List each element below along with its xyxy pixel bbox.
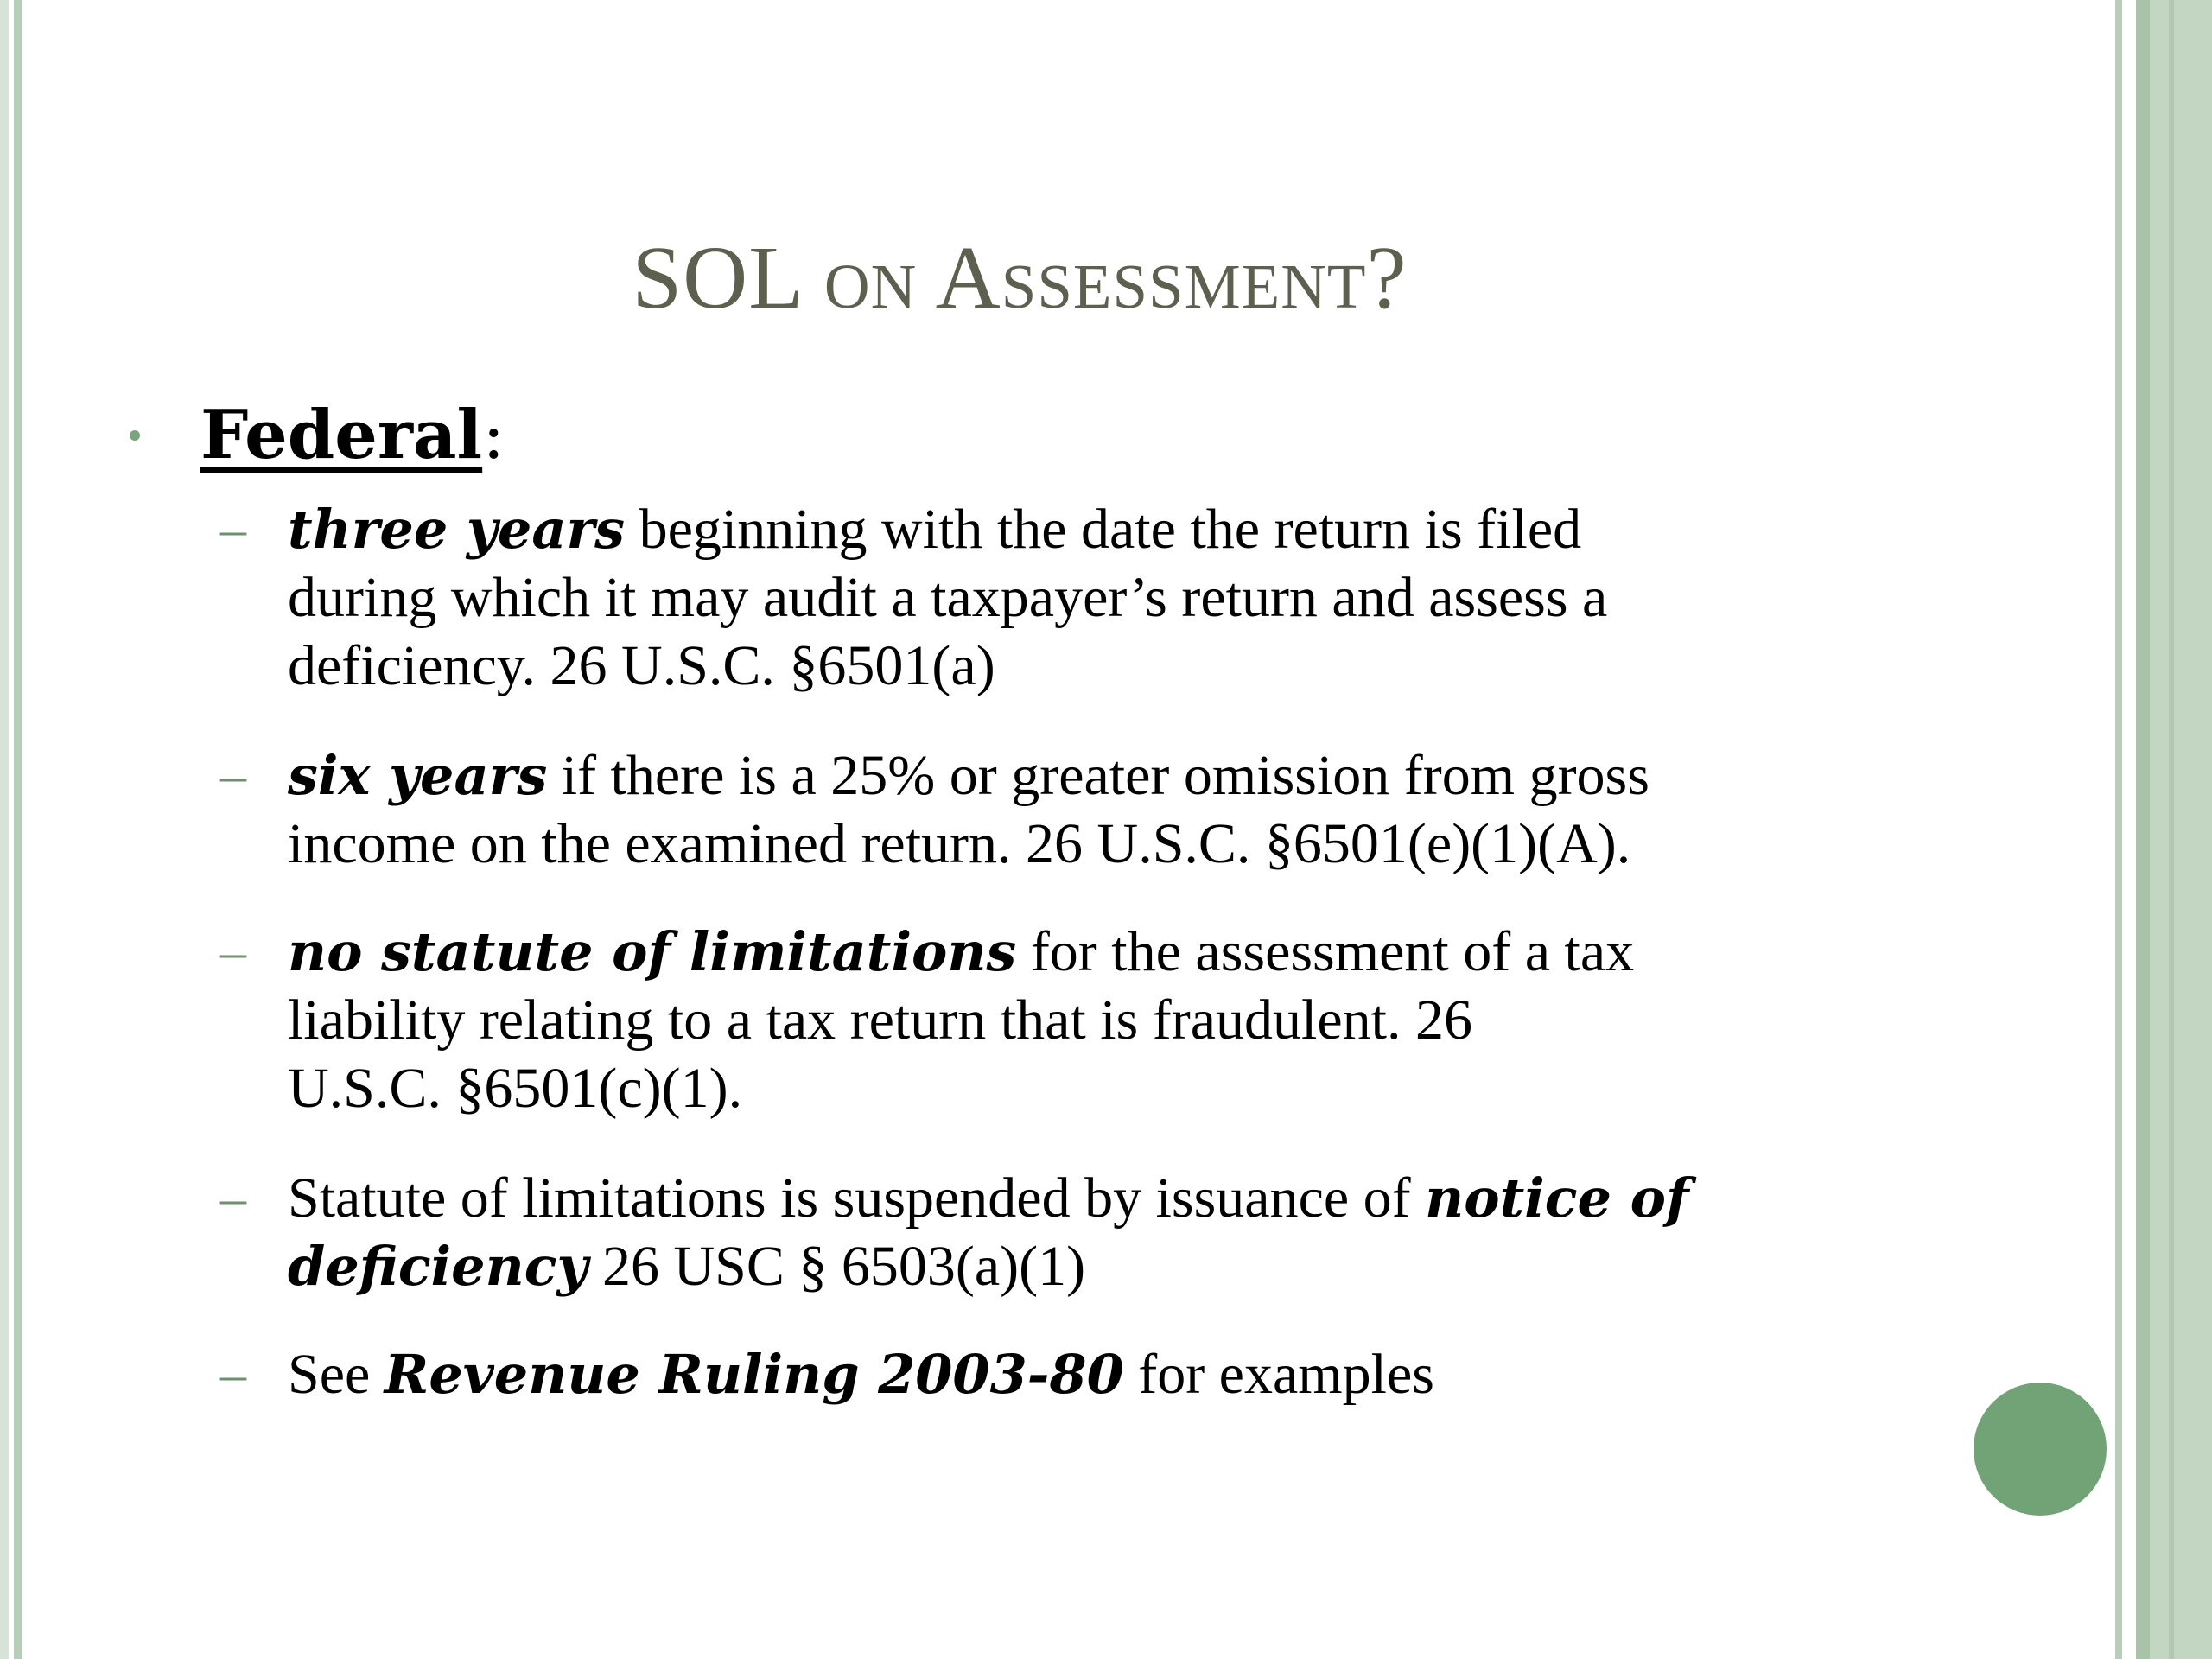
sub-bullet-line: [288, 1340, 2212, 1408]
body-text: liability relating to a tax return that is fraudulent. 26: [288, 988, 1472, 1052]
sub-bullet-line: [288, 1232, 2212, 1300]
dash-icon: –: [220, 1169, 246, 1226]
body-text: U.S.C. §6501(c)(1).: [288, 1057, 743, 1120]
emphasis-text: Revenue Ruling 2003-80: [384, 1343, 1124, 1406]
emphasis-text: notice of: [1425, 1166, 1689, 1230]
emphasis-text: no statute of limitations: [288, 920, 1017, 983]
sub-bullet-line: [288, 495, 2212, 563]
body-text: if there is a 25% or greater omission from gross: [547, 744, 1649, 807]
sub-bullet-line: [288, 741, 2212, 810]
body-text: See: [288, 1343, 385, 1406]
sub-bullet-line: [288, 810, 2212, 878]
sub-bullet-line: [288, 563, 2212, 632]
sub-bullet-text: [288, 1340, 2212, 1408]
body-text: for the assessment of a tax: [1016, 920, 1635, 983]
bullet-label: Federal: [200, 396, 483, 474]
left-border-stripe: [0, 0, 9, 1659]
dash-icon: –: [220, 500, 246, 557]
sub-bullet-text: [288, 918, 2212, 1122]
body-text: deficiency. 26 U.S.C. §6501(a): [288, 634, 995, 697]
dash-icon: –: [220, 923, 246, 980]
sub-bullet-line: [288, 918, 2212, 986]
sub-bullet-line: [288, 1164, 2212, 1232]
emphasis-text: three years: [288, 498, 626, 561]
emphasis-text: deficiency: [288, 1235, 588, 1298]
body-text: for examples: [1123, 1343, 1434, 1406]
dash-icon: –: [220, 747, 246, 804]
bullet-dot-icon: [130, 430, 140, 441]
body-text: Statute of limitations is suspended by issuance of: [288, 1166, 1426, 1230]
dash-icon: –: [220, 1345, 246, 1402]
body-text: beginning with the date the return is filed: [625, 498, 1582, 561]
slide-title: SOL on Assessment?: [632, 228, 1408, 327]
body-text: 26 USC § 6503(a)(1): [588, 1235, 1086, 1298]
body-text: income on the examined return. 26 U.S.C. §6501(e)(1)(A).: [288, 812, 1631, 875]
sub-bullet-text: [288, 741, 2212, 878]
body-text: during which it may audit a taxpayer’s return and assess a: [288, 566, 1608, 629]
sub-bullet-text: [288, 1164, 2212, 1300]
sub-bullet-text: [288, 495, 2212, 700]
left-border-stripe: [14, 0, 22, 1659]
emphasis-text: six years: [288, 744, 548, 807]
bullet-colon: :: [482, 397, 505, 474]
sub-bullet-line: [288, 1054, 2212, 1122]
sub-bullet-line: [288, 986, 2212, 1054]
sub-bullet-line: [288, 632, 2212, 700]
